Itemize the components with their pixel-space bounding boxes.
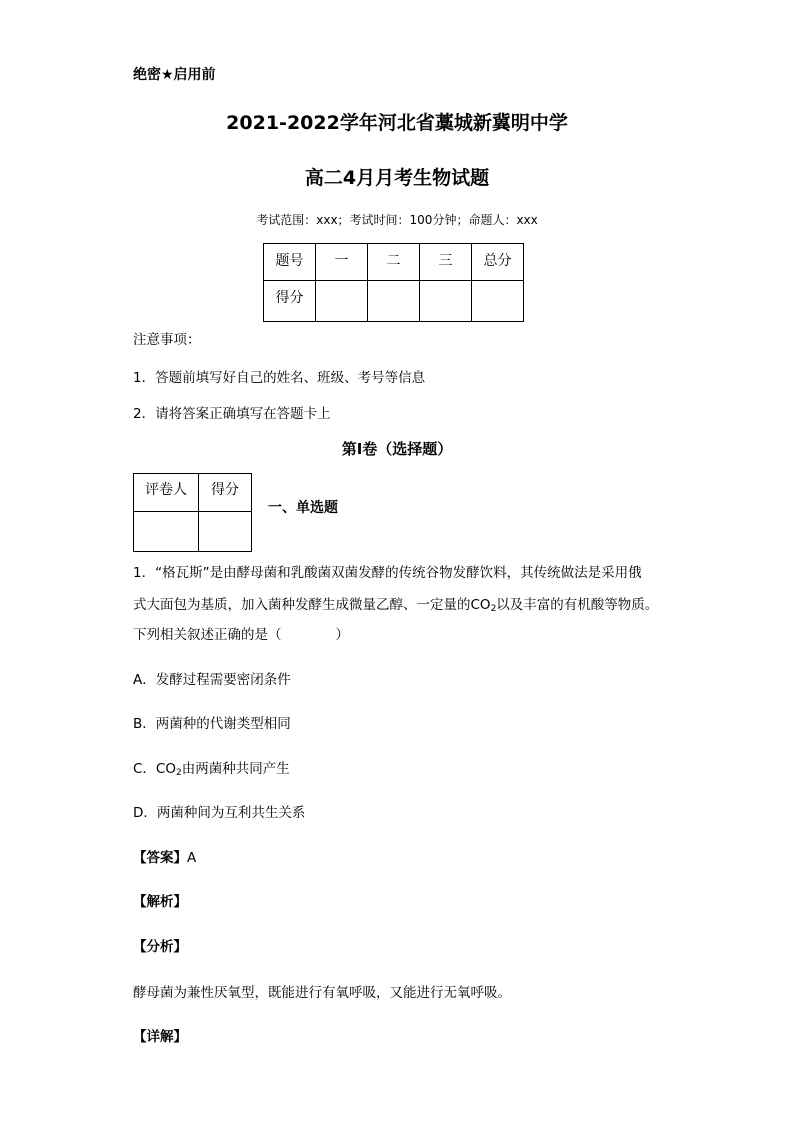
grader-cell-score: 得分 bbox=[199, 474, 252, 512]
score-table bbox=[263, 243, 524, 322]
question-stem-line1: 1．“格瓦斯”是由酵母菌和乳酸菌双菌发酵的传统谷物发酵饮料，其传统做法是采用俄 bbox=[133, 565, 642, 581]
score-cell-section-2: 二 bbox=[368, 244, 420, 281]
question-stem-line2 bbox=[133, 593, 658, 613]
option-a: A．发酵过程需要密闭条件 bbox=[133, 672, 291, 688]
exam-info: 考试范围：xxx；考试时间：100分钟；命题人：xxx bbox=[256, 213, 538, 227]
score-cell-empty bbox=[420, 281, 472, 322]
note-item-2: 2．请将答案正确填写在答题卡上 bbox=[133, 406, 331, 422]
option-c-text: 由两菌种共同产生 bbox=[181, 761, 290, 777]
score-cell-question-no: 题号 bbox=[264, 244, 316, 281]
analysis-label: 【解析】 bbox=[133, 894, 187, 910]
score-cell-empty bbox=[316, 281, 368, 322]
grader-table-blank-row bbox=[134, 512, 252, 552]
grader-cell-empty bbox=[134, 512, 199, 552]
score-cell-empty bbox=[472, 281, 524, 322]
question-stem-line2-text: 式大面包为基质，加入菌种发酵生成微量乙醇、一定量的CO bbox=[133, 597, 491, 613]
score-cell-empty bbox=[368, 281, 420, 322]
question-stem-line3: 下列相关叙述正确的是（ ） bbox=[133, 627, 349, 643]
grader-table-header-row bbox=[134, 474, 252, 512]
notes-heading: 注意事项： bbox=[133, 332, 201, 348]
section-title: 第I卷（选择题） bbox=[341, 440, 453, 458]
option-d: D．两菌种间为互利共生关系 bbox=[133, 805, 306, 821]
subscript: 2 bbox=[490, 604, 497, 614]
answer-label: 【答案】 bbox=[133, 850, 187, 866]
score-table-header-row bbox=[264, 244, 524, 281]
option-c bbox=[133, 757, 290, 777]
detail-label: 【详解】 bbox=[133, 1029, 187, 1045]
fenxi-text: 酵母菌为兼性厌氧型，既能进行有氧呼吸，又能进行无氧呼吸。 bbox=[133, 985, 511, 1001]
subscript: 2 bbox=[175, 768, 182, 778]
question-type-heading: 一、单选题 bbox=[268, 500, 338, 516]
answer-line bbox=[133, 846, 196, 866]
exam-title-line2: 高二4月月考生物试题 bbox=[304, 167, 490, 189]
note-item-1: 1．答题前填写好自己的姓名、班级、考号等信息 bbox=[133, 370, 426, 386]
score-cell-section-3: 三 bbox=[420, 244, 472, 281]
score-cell-section-1: 一 bbox=[316, 244, 368, 281]
answer-value: A bbox=[187, 850, 197, 866]
exam-title-line1: 2021-2022学年河北省藁城新冀明中学 bbox=[226, 112, 568, 134]
option-b: B．两菌种的代谢类型相同 bbox=[133, 716, 291, 732]
confidential-label: 绝密★启用前 bbox=[133, 67, 216, 83]
fenxi-label: 【分析】 bbox=[133, 939, 187, 955]
score-cell-score-label: 得分 bbox=[264, 281, 316, 322]
option-c-text: C．CO bbox=[133, 761, 176, 777]
grader-cell-grader: 评卷人 bbox=[134, 474, 199, 512]
question-stem-line2-text: 以及丰富的有机酸等物质。 bbox=[496, 597, 659, 613]
score-cell-total: 总分 bbox=[472, 244, 524, 281]
score-table-score-row bbox=[264, 281, 524, 322]
grader-table bbox=[133, 473, 252, 552]
grader-cell-empty bbox=[199, 512, 252, 552]
